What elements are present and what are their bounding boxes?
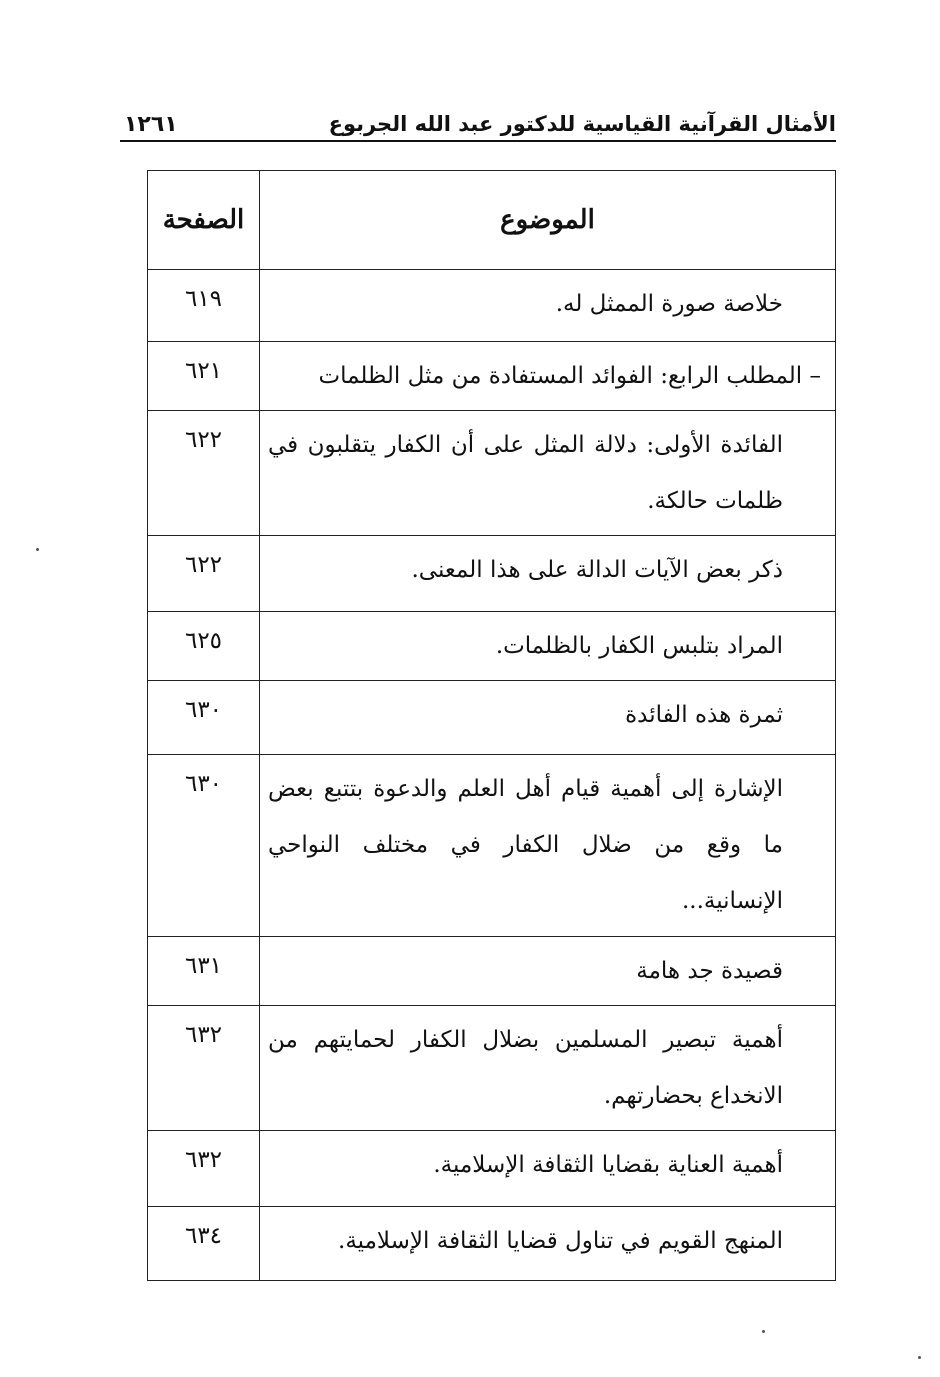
- scan-speck: [762, 1330, 765, 1333]
- topic-cell: المنهج القويم في تناول قضايا الثقافة الإسلامية.: [260, 1207, 836, 1281]
- table-row: [148, 1006, 836, 1131]
- table-row: [148, 411, 836, 536]
- table-row: [148, 681, 836, 755]
- topic-cell: قصيدة جد هامة: [260, 937, 836, 1006]
- page-cell: ٦٣٢: [148, 1131, 260, 1207]
- page-header: [120, 112, 836, 142]
- topic-cell: ذكر بعض الآيات الدالة على هذا المعنى.: [260, 536, 836, 612]
- page-cell: ٦٣٠: [148, 755, 260, 937]
- page-cell: ٦٢٥: [148, 612, 260, 681]
- page-cell: ٦٢١: [148, 342, 260, 411]
- column-header-page: الصفحة: [148, 171, 260, 270]
- scan-speck: [918, 1356, 921, 1359]
- topic-cell: ثمرة هذه الفائدة: [260, 681, 836, 755]
- topic-cell: أهمية العناية بقضايا الثقافة الإسلامية.: [260, 1131, 836, 1207]
- table-row: [148, 536, 836, 612]
- table-row: [148, 755, 836, 937]
- table-row: [148, 612, 836, 681]
- table-row: [148, 937, 836, 1006]
- topic-cell: الفائدة الأولى: دلالة المثل على أن الكفار يتقلبون في ظلمات حالكة.: [260, 411, 836, 536]
- table-row: [148, 1131, 836, 1207]
- topic-cell: أهمية تبصير المسلمين بضلال الكفار لحمايتهم من الانخداع بحضارتهم.: [260, 1006, 836, 1131]
- topic-cell: – المطلب الرابع: الفوائد المستفادة من مثل الظلمات: [260, 342, 836, 411]
- table-row: [148, 1207, 836, 1281]
- page-cell: ٦٣٤: [148, 1207, 260, 1281]
- scan-speck: [36, 548, 39, 551]
- topic-cell: خلاصة صورة الممثل له.: [260, 270, 836, 342]
- running-title: الأمثال القرآنية القياسية للدكتور عبد الله الجربوع: [328, 112, 836, 136]
- page-cell: ٦٣١: [148, 937, 260, 1006]
- page-cell: ٦٣٢: [148, 1006, 260, 1131]
- page-cell: ٦١٩: [148, 270, 260, 342]
- page-number: ١٢٦١: [124, 112, 178, 137]
- table-header-row: [148, 171, 836, 270]
- page-cell: ٦٢٢: [148, 411, 260, 536]
- topic-cell: المراد بتلبس الكفار بالظلمات.: [260, 612, 836, 681]
- column-header-topic: الموضوع: [260, 171, 836, 270]
- page-cell: ٦٣٠: [148, 681, 260, 755]
- table-row: [148, 342, 836, 411]
- topic-cell: الإشارة إلى أهمية قيام أهل العلم والدعوة بتتبع بعض ما وقع من ضلال الكفار في مختلف النواحي الإنسانية...: [260, 755, 836, 937]
- contents-table: [147, 170, 836, 1281]
- table-row: [148, 270, 836, 342]
- page-cell: ٦٢٢: [148, 536, 260, 612]
